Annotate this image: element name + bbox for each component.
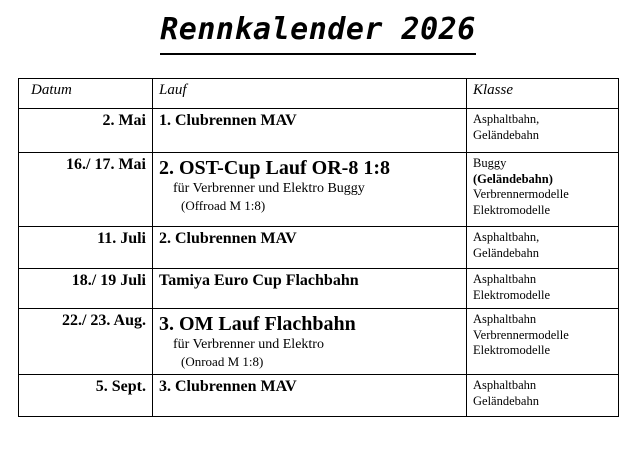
- lauf-main: 2. OST-Cup Lauf OR-8 1:8: [159, 157, 390, 179]
- table-row: [19, 375, 619, 417]
- table-row: [19, 109, 619, 153]
- cell-lauf: [153, 227, 467, 269]
- lauf-subtitle: für Verbrenner und Elektro: [173, 337, 324, 352]
- table-row: [19, 227, 619, 269]
- klasse-line: Asphaltbahn: [473, 378, 537, 392]
- cell-lauf: [153, 375, 467, 417]
- table-row: [19, 269, 619, 309]
- cell-datum: 5. Sept.: [19, 375, 153, 417]
- cell-lauf: [153, 309, 467, 375]
- cell-klasse: [467, 227, 619, 269]
- table-header-row: [19, 79, 619, 109]
- table-body: [19, 109, 619, 417]
- cell-datum: 18./ 19 Juli: [19, 269, 153, 309]
- column-header-lauf: Lauf: [153, 79, 467, 109]
- klasse-line: Asphaltbahn: [473, 312, 537, 326]
- klasse-line: Verbrennermodelle: [473, 327, 569, 342]
- klasse-line: Elektromodelle: [473, 343, 551, 358]
- race-calendar-table: [18, 78, 619, 417]
- cell-klasse: [467, 109, 619, 153]
- cell-klasse: [467, 375, 619, 417]
- lauf-main: 3. Clubrennen MAV: [159, 378, 297, 395]
- page-title-underline: [160, 4, 476, 55]
- klasse-line: (Geländebahn): [473, 171, 553, 186]
- cell-klasse: [467, 309, 619, 375]
- cell-datum: 22./ 23. Aug.: [19, 309, 153, 375]
- klasse-line: Asphaltbahn,: [473, 112, 540, 126]
- lauf-main: Tamiya Euro Cup Flachbahn: [159, 272, 359, 289]
- klasse-line: Elektromodelle: [473, 202, 551, 217]
- lauf-main: 1. Clubrennen MAV: [159, 112, 297, 129]
- klasse-line: Buggy: [473, 156, 507, 170]
- cell-lauf: [153, 153, 467, 227]
- lauf-subtitle-secondary: (Offroad M 1:8): [181, 197, 266, 213]
- cell-datum: 16./ 17. Mai: [19, 153, 153, 227]
- table-row: [19, 153, 619, 227]
- klasse-line: Elektromodelle: [473, 287, 551, 302]
- klasse-line: Geländebahn: [473, 127, 539, 142]
- cell-lauf: [153, 109, 467, 153]
- table-row: [19, 309, 619, 375]
- klasse-line: Geländebahn: [473, 245, 539, 260]
- page-title-container: [0, 0, 636, 55]
- cell-datum: 11. Juli: [19, 227, 153, 269]
- lauf-main: 3. OM Lauf Flachbahn: [159, 313, 356, 335]
- lauf-main: 2. Clubrennen MAV: [159, 230, 297, 247]
- column-header-klasse: Klasse: [467, 79, 619, 109]
- klasse-line: Geländebahn: [473, 393, 539, 408]
- klasse-line: Verbrennermodelle: [473, 187, 569, 202]
- cell-klasse: [467, 153, 619, 227]
- cell-datum: 2. Mai: [19, 109, 153, 153]
- cell-klasse: [467, 269, 619, 309]
- klasse-line: Asphaltbahn,: [473, 230, 540, 244]
- page-title: Rennkalender 2026: [160, 12, 476, 47]
- lauf-subtitle-secondary: (Onroad M 1:8): [181, 353, 264, 369]
- column-header-datum: Datum: [19, 79, 153, 109]
- cell-lauf: [153, 269, 467, 309]
- lauf-subtitle: für Verbrenner und Elektro Buggy: [173, 181, 365, 196]
- table-header: [19, 79, 619, 109]
- klasse-line: Asphaltbahn: [473, 272, 537, 286]
